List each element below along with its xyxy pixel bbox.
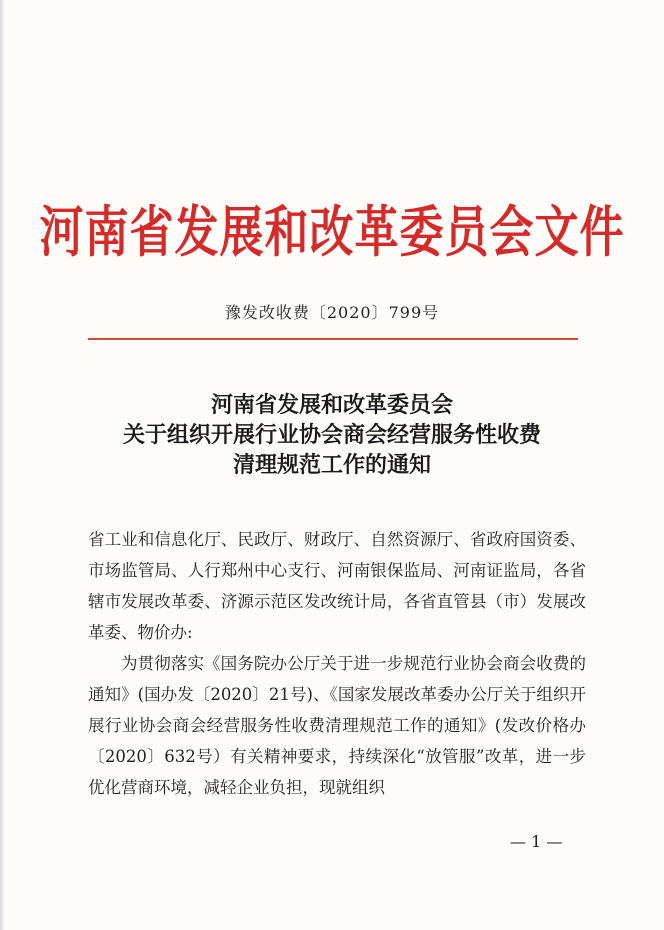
- page-number: — 1 —: [510, 832, 563, 851]
- body-paragraph-1: 为贯彻落实《国务院办公厅关于进一步规范行业协会商会收费的通知》(国办发〔2020〕21号)、《国家发展改革委办公厅关于组织开展行业协会商会经营服务性收费清理规范工作的通知》(发改价格办〔2020〕632号）有关精神要求，持续深化“放管服”改革，进一步优化营商环境，减轻企业负担，现就组织: [88, 654, 586, 797]
- notice-title: [0, 390, 664, 480]
- org-title: 河南省发展和改革委员会文件: [39, 201, 625, 265]
- notice-title-line-3: 清理规范工作的通知: [232, 452, 431, 478]
- red-divider-line: [88, 338, 578, 340]
- notice-title-line-2: 关于组织开展行业协会商会经营服务性收费: [122, 422, 541, 448]
- notice-title-line-1: 河南省发展和改革委员会: [210, 392, 453, 418]
- document-number: 豫发改收费〔2020〕799号: [224, 303, 440, 322]
- body-text: [88, 524, 586, 803]
- addressees-paragraph: 省工业和信息化厅、民政厅、财政厅、自然资源厅、省政府国资委、市场监管局、人行郑州中心支行、河南银保监局、河南证监局，各省辖市发展改革委、济源示范区发改统计局，各省直管县（市）发展改革委、物价办:: [88, 530, 586, 642]
